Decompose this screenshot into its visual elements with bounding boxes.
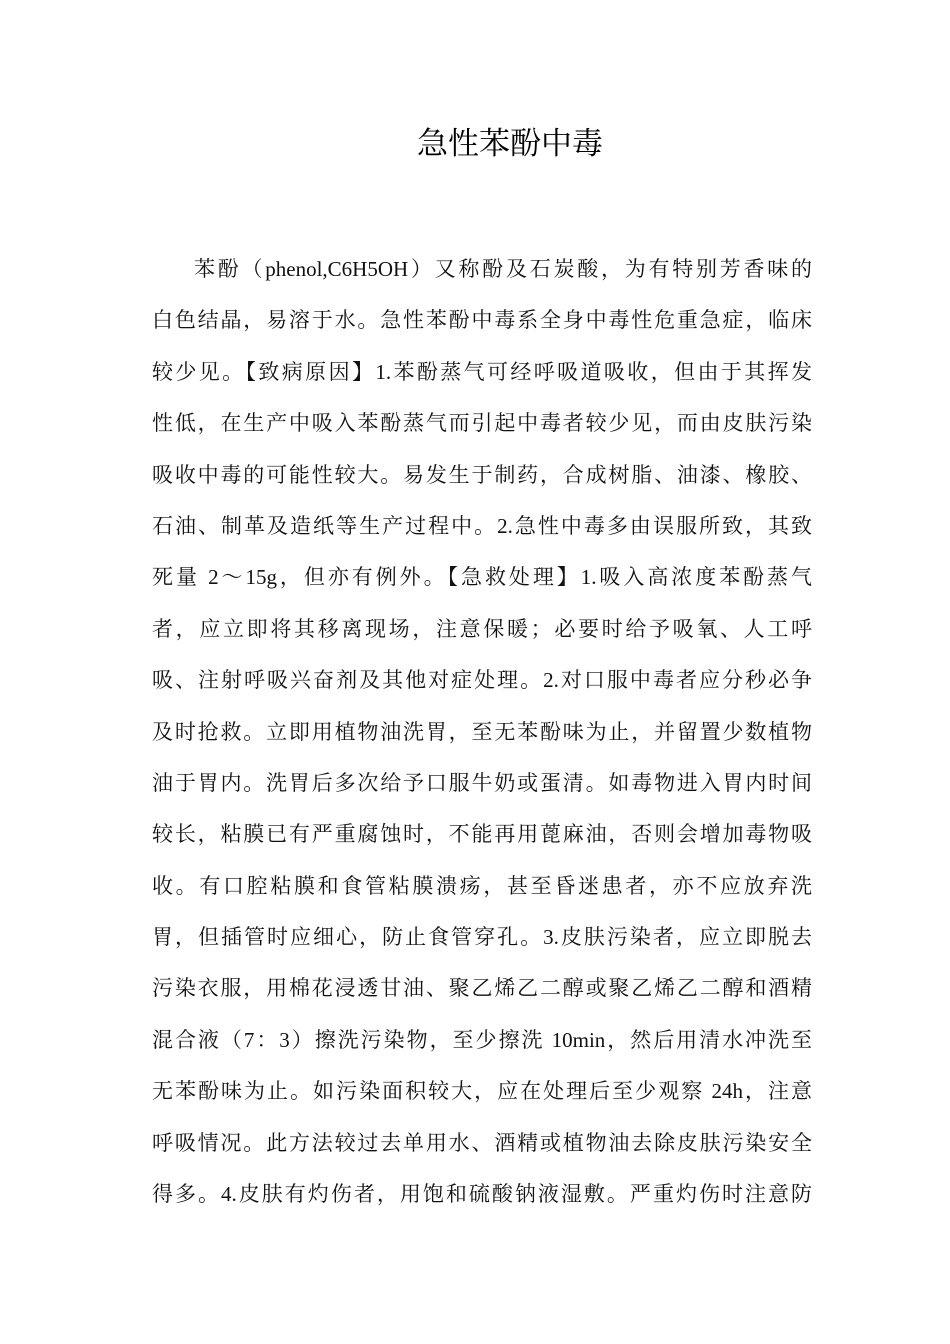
body-line: 较少见。【致病原因】1.苯酚蒸气可经呼吸道吸收，但由于其挥发 <box>152 359 812 384</box>
body-line: 者，应立即将其移离现场，注意保暖；必要时给予吸氧、人工呼 <box>152 616 812 641</box>
document-title: 急性苯酚中毒 <box>417 126 603 162</box>
body-line: 呼吸情况。此方法较过去单用水、酒精或植物油去除皮肤污染安全 <box>152 1130 812 1155</box>
body-line: 得多。4.皮肤有灼伤者，用饱和硫酸钠液湿敷。严重灼伤时注意防 <box>152 1182 812 1207</box>
body-line: 性低，在生产中吸入苯酚蒸气而引起中毒者较少见，而由皮肤污染 <box>152 411 812 436</box>
body-line: 收。有口腔粘膜和食管粘膜溃疡，甚至昏迷患者，亦不应放弃洗 <box>152 873 812 898</box>
body-line: 及时抢救。立即用植物油洗胃，至无苯酚味为止，并留置少数植物 <box>152 719 812 744</box>
body-line: 混合液（7：3）擦洗污染物，至少擦洗 10min，然后用清水冲洗至 <box>152 1027 812 1052</box>
body-line: 石油、制革及造纸等生产过程中。2.急性中毒多由误服所致，其致 <box>152 513 812 538</box>
body-line: 无苯酚味为止。如污染面积较大，应在处理后至少观察 24h，注意 <box>152 1079 812 1104</box>
body-line: 吸收中毒的可能性较大。易发生于制药，合成树脂、油漆、橡胶、 <box>152 462 812 487</box>
body-line: 白色结晶，易溶于水。急性苯酚中毒系全身中毒性危重急症，临床 <box>152 308 812 333</box>
body-line: 吸、注射呼吸兴奋剂及其他对症处理。2.对口服中毒者应分秒必争 <box>152 668 812 693</box>
body-line: 较长，粘膜已有严重腐蚀时，不能再用蓖麻油，否则会增加毒物吸 <box>152 822 812 847</box>
body-line: 油于胃内。洗胃后多次给予口服牛奶或蛋清。如毒物进入胃内时间 <box>152 770 812 795</box>
body-line: 胃，但插管时应细心，防止食管穿孔。3.皮肤污染者，应立即脱去 <box>152 925 812 950</box>
body-line: 苯酚（phenol,C6H5OH）又称酚及石炭酸，为有特别芳香味的 <box>194 257 812 281</box>
document-body <box>152 244 812 1220</box>
body-line: 死量 2～15g，但亦有例外。【急救处理】1.吸入高浓度苯酚蒸气 <box>152 565 812 590</box>
body-line: 污染衣服，用棉花浸透甘油、聚乙烯乙二醇或聚乙烯乙二醇和酒精 <box>152 976 812 1001</box>
